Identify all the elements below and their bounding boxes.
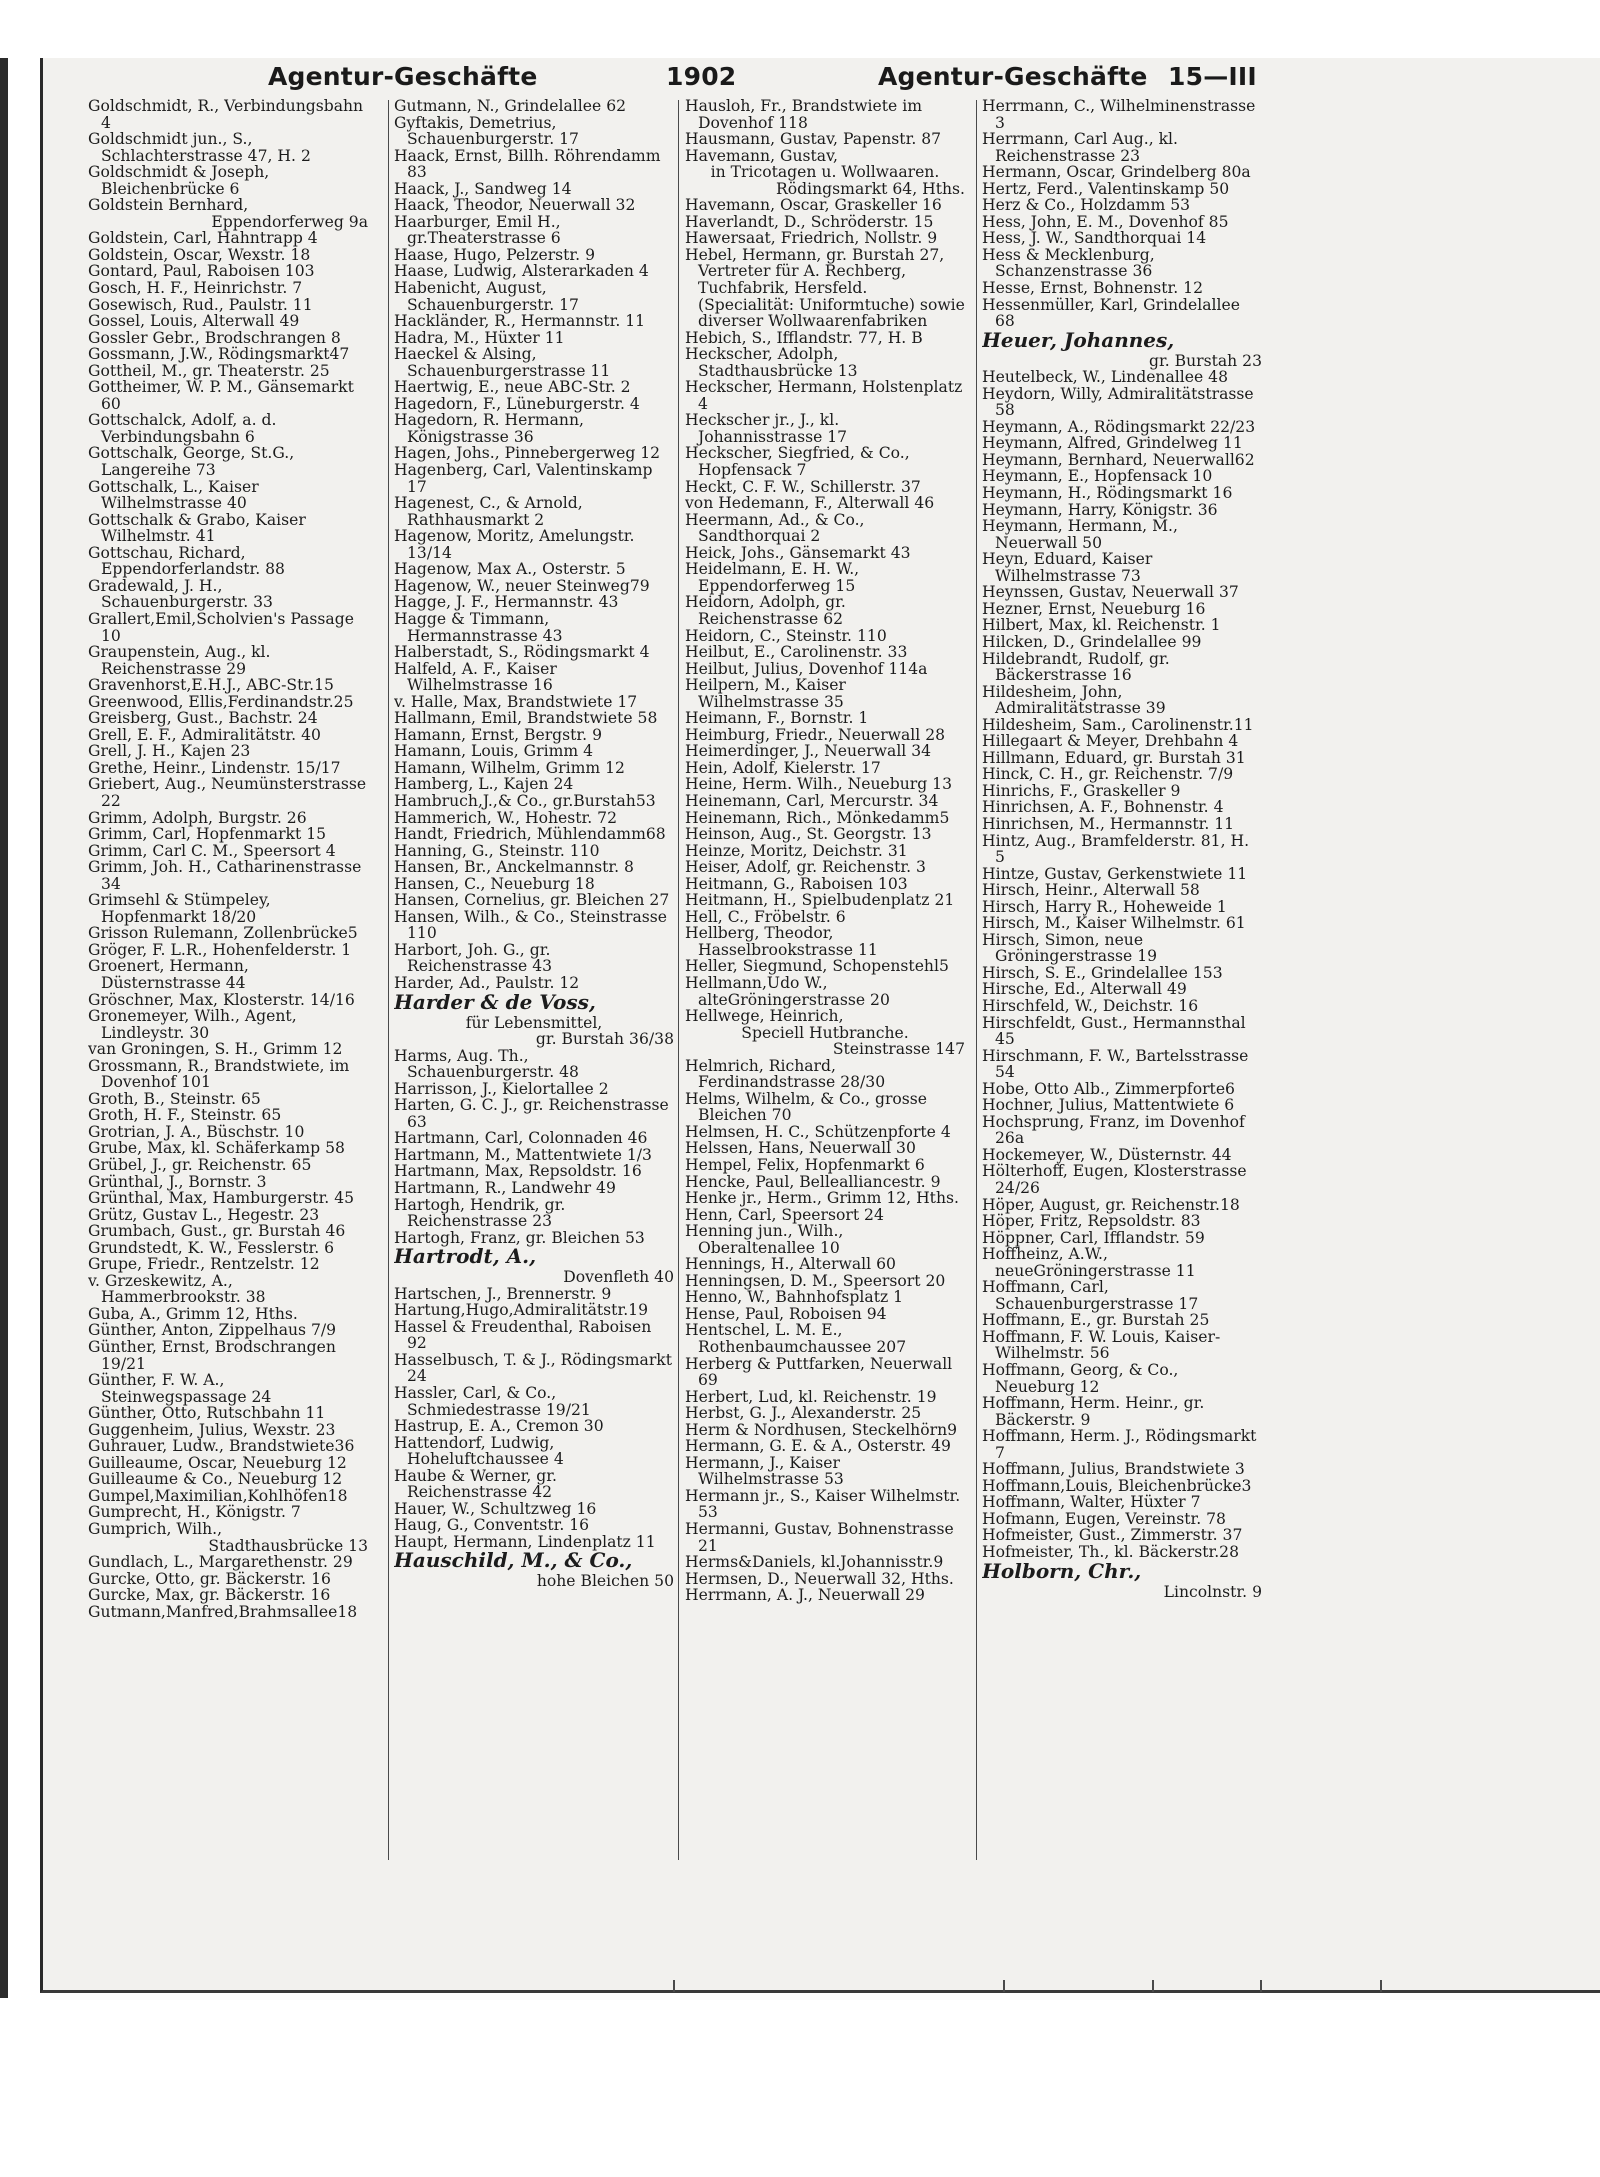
edge-mark [1003,1980,1005,1992]
directory-entry: Günther, Otto, Rutschbahn 11 [88,1404,326,1423]
directory-entry: Heilbut, E., Carolinenstr. 33 [685,643,908,662]
directory-entry: Hellmann,Udo W., alteGröningerstrasse 20 [685,973,890,1009]
directory-entry: Hauer, W., Schultzweg 16 [394,1499,597,1518]
directory-entry: Heitmann, H., Spielbudenplatz 21 [685,891,955,910]
directory-entry: Handt, Friedrich, Mühlendamm68 [394,825,666,844]
directory-entry: Heidelmann, E. H. W., Eppendorferweg 15 [685,560,860,595]
directory-entry: Harder, Ad., Paulstr. 12 [394,973,580,992]
directory-entry: Hezner, Ernst, Neueburg 16 [982,599,1206,618]
directory-entry: Hillegaart & Meyer, Drehbahn 4 [982,732,1239,751]
directory-entry-address: Rödingsmarkt 64, Hths. [776,179,965,198]
directory-entry: Hagen, Johs., Pinnebergerweg 12 [394,444,661,463]
directory-entry: Hofmeister, Gust., Zimmerstr. 37 [982,1526,1243,1545]
directory-entry: Hoffmann, Georg, & Co., Neueburg 12 [982,1361,1179,1396]
directory-entry: Goldschmidt, R., Verbindungsbahn 4 [88,98,364,132]
directory-entry: Gottschalk, George, St.G., Langereihe 73 [88,444,295,480]
directory-entry: Gottschalk & Grabo, Kaiser Wilhelmstr. 41 [88,510,306,546]
directory-entry: Grumbach, Gust., gr. Burstah 46 [88,1222,346,1241]
directory-entry: Hebel, Hermann, gr. Burstah 27, Vertreter für A. Rechberg, Tuchfabrik, Hersfeld. (Specialität: Uniformtuche) sowie diverser Wollwaarenfabriken [685,245,965,331]
directory-entry-address: Steinstrasse 147 [832,1040,965,1059]
directory-entry: Heckt, C. F. W., Schillerstr. 37 [685,477,921,496]
directory-entry: Gottheimer, W. P. M., Gänsemarkt 60 [88,378,354,413]
directory-entry: Hagge & Timmann, Hermannstrasse 43 [394,609,563,645]
directory-column-3 [685,98,965,1858]
directory-entry: Heller, Siegmund, Schopenstehl5 [685,957,949,976]
directory-entry: Hirsch, Simon, neue Gröningerstrasse 19 [982,930,1158,966]
directory-entry: Goldschmidt jun., S., Schlachterstrasse 47, H. 2 [88,130,311,165]
directory-entry: Hochner, Julius, Mattentwiete 6 [982,1096,1235,1115]
directory-entry: Gumprecht, H., Königstr. 7 [88,1503,301,1522]
directory-entry: Goldstein, Carl, Hahntrapp 4 [88,229,318,248]
directory-entry: Hirsche, Ed., Alterwall 49 [982,980,1187,999]
directory-entry: Gottschalck, Adolf, a. d. Verbindungsbahn 6 [88,411,277,446]
directory-entry: Heymann, Hermann, M., Neuerwall 50 [982,517,1178,552]
directory-entry: Hamann, Wilhelm, Grimm 12 [394,758,625,777]
directory-entry-note: in Tricotagen u. Wollwaaren. [710,163,940,182]
directory-entry: Hawersaat, Friedrich, Nollstr. 9 [685,229,938,248]
directory-entry: Hildesheim, Sam., Carolinenstr.11 [982,715,1254,734]
directory-entry: Heymann, A., Rödingsmarkt 22/23 [982,417,1256,436]
edge-mark [1152,1980,1154,1992]
directory-entry-address: Dovenfleth 40 [563,1268,674,1287]
directory-entry: van Groningen, S. H., Grimm 12 [88,1040,343,1059]
directory-entry: Heutelbeck, W., Lindenallee 48 [982,368,1228,387]
directory-entry: Halberstadt, S., Rödingsmarkt 4 [394,643,650,662]
directory-entry: Henning jun., Wilh., Oberaltenallee 10 [685,1222,844,1257]
directory-entry: Hobe, Otto Alb., Zimmerpforte6 [982,1079,1235,1098]
column-rule [678,100,679,1860]
directory-entry: Günther, Ernst, Brodschrangen 19/21 [88,1338,336,1373]
directory-entry: Grupe, Friedr., Rentzelstr. 12 [88,1255,320,1274]
directory-entry: Heinemann, Rich., Mönkedamm5 [685,808,950,827]
directory-entry: Herrmann, A. J., Neuerwall 29 [685,1586,925,1605]
directory-entry: Hentschel, L. M. E., Rothenbaumchaussee 207 [685,1321,907,1357]
directory-entry: Henningsen, D. M., Speersort 20 [685,1271,946,1290]
directory-entry: Hagedorn, R. Hermann, Königstrasse 36 [394,411,584,446]
directory-entry: Heymann, Bernhard, Neuerwall62 [982,450,1255,469]
directory-entry: Hagenest, C., & Arnold, Rathhausmarkt 2 [394,494,583,529]
directory-entry: Harms, Aug. Th., Schauenburgerstr. 48 [394,1046,579,1082]
directory-entry: Hagenberg, Carl, Valentinskamp 17 [394,461,653,496]
directory-entry: Günther, Anton, Zippelhaus 7/9 [88,1321,337,1340]
running-header-right: Agentur-Geschäfte [878,62,1148,91]
directory-entry: Hagge, J. F., Hermannstr. 43 [394,593,619,612]
directory-entry: Hoffmann, Walter, Hüxter 7 [982,1493,1201,1512]
directory-entry: Helms, Wilhelm, & Co., grosse Bleichen 70 [685,1089,928,1125]
directory-entry: Gossler Gebr., Brodschrangen 8 [88,328,341,347]
directory-entry: Höper, August, gr. Reichenstr.18 [982,1195,1240,1214]
directory-entry: Gosch, H. F., Heinrichstr. 7 [88,279,303,298]
directory-entry: Heymann, H., Rödingsmarkt 16 [982,484,1233,503]
directory-entry: Hilbert, Max, kl. Reichenstr. 1 [982,616,1221,635]
directory-entry: Hadra, M., Hüxter 11 [394,328,565,347]
directory-entry: Heymann, Alfred, Grindelweg 11 [982,434,1243,453]
directory-entry: Haarburger, Emil H., gr.Theaterstrasse 6 [394,212,561,248]
directory-entry: Hochsprung, Franz, im Dovenhof 26a [982,1112,1245,1148]
directory-entry: Höper, Fritz, Repsoldstr. 83 [982,1212,1201,1231]
directory-entry: Groth, B., Steinstr. 65 [88,1089,261,1108]
directory-entry: Heick, Johs., Gänsemarkt 43 [685,543,911,562]
directory-entry-bold: Heuer, Johannes, [982,327,1175,352]
directory-entry: Herrmann, C., Wilhelminenstrasse 3 [982,98,1256,132]
directory-entry: Hense, Paul, Roboisen 94 [685,1304,887,1323]
directory-entry: Hansen, Wilh., & Co., Steinstrasse 110 [394,907,667,943]
directory-entry: Gutmann, N., Grindelallee 62 [394,98,627,115]
directory-entry: Hartogh, Hendrik, gr. Reichenstrasse 23 [394,1195,566,1231]
directory-entry: Hamberg, L., Kajen 24 [394,775,574,794]
directory-entry: Hölterhoff, Eugen, Klosterstrasse 24/26 [982,1162,1247,1197]
directory-entry: Henn, Carl, Speersort 24 [685,1205,884,1224]
directory-entry: Grünthal, Max, Hamburgerstr. 45 [88,1189,355,1208]
directory-entry: Gröschner, Max, Klosterstr. 14/16 [88,990,355,1009]
directory-entry: Hirschfeldt, Gust., Hermannsthal 45 [982,1013,1246,1049]
directory-entry-bold: Harder & de Voss, [394,989,596,1014]
directory-entry: v. Grzeskewitz, A., Hammerbrookstr. 38 [88,1271,266,1307]
directory-entry: Hinrichsen, M., Hermannstr. 11 [982,814,1235,833]
column-rule [976,100,977,1860]
directory-entry: Herms&Daniels, kl.Johannisstr.9 [685,1553,944,1572]
directory-entry: Heilbut, Julius, Dovenhof 114a [685,659,928,678]
directory-entry: Hirschfeld, W., Deichstr. 16 [982,996,1199,1015]
directory-entry: Heiser, Adolf, gr. Reichenstr. 3 [685,858,926,877]
directory-entry: Greisberg, Gust., Bachstr. 24 [88,709,318,728]
directory-entry: Griebert, Aug., Neumünsterstrasse 22 [88,775,367,810]
directory-entry: Heckscher, Adolph, Stadthausbrücke 13 [685,345,858,380]
directory-entry: Hermann, J., Kaiser Wilhelmstrasse 53 [685,1453,844,1489]
directory-entry: Gumprich, Wilh., [88,1520,223,1539]
directory-entry: Harrisson, J., Kielortallee 2 [394,1079,609,1098]
directory-entry: Hartmann, M., Mattentwiete 1/3 [394,1145,652,1164]
directory-entry: Hartschen, J., Brennerstr. 9 [394,1284,612,1303]
directory-entry: Herbert, Lud, kl. Reichenstr. 19 [685,1387,937,1406]
directory-entry: Gronemeyer, Wilh., Agent, Lindleystr. 30 [88,1007,297,1042]
directory-entry: Haertwig, E., neue ABC-Str. 2 [394,378,631,397]
directory-entry: Hermanni, Gustav, Bohnenstrasse 21 [685,1520,954,1555]
directory-entry: Hesse, Ernst, Bohnenstr. 12 [982,279,1204,298]
directory-entry: Hess & Mecklenburg, Schanzenstrasse 36 [982,245,1155,281]
directory-entry: Hartmann, R., Landwehr 49 [394,1179,616,1197]
directory-entry: Gundlach, L., Margarethenstr. 29 [88,1553,353,1572]
directory-entry: Hirsch, M., Kaiser Wilhelmstr. 61 [982,914,1246,933]
directory-entry: Hanning, G., Steinstr. 110 [394,841,600,860]
directory-entry: Goldschmidt & Joseph, Bleichenbrücke 6 [88,163,270,198]
directory-entry: Greenwood, Ellis,Ferdinandstr.25 [88,692,354,711]
directory-entry: Grimsehl & Stümpeley, Hopfenmarkt 18/20 [88,891,271,926]
page-number: 15—III [1168,62,1257,91]
directory-entry: Gravenhorst,E.H.J., ABC-Str.15 [88,676,334,695]
directory-entry: Hilcken, D., Grindelallee 99 [982,632,1202,651]
directory-entry: Gottschalk, L., Kaiser Wilhelmstrasse 40 [88,477,259,513]
directory-entry: Hassel & Freudenthal, Raboisen 92 [394,1317,652,1353]
directory-column-2 [394,98,674,1858]
directory-entry: Hamann, Ernst, Bergstr. 9 [394,725,603,744]
directory-entry: Heckscher, Siegfried, & Co., Hopfensack 7 [685,444,910,480]
directory-entry: Havemann, Oscar, Graskeller 16 [685,196,942,215]
directory-entry: Günther, F. W. A., Steinwegspassage 24 [88,1371,272,1406]
directory-entry: Haug, G., Conventstr. 16 [394,1516,590,1535]
directory-entry: Hermann jr., S., Kaiser Wilhelmstr. 53 [685,1486,961,1522]
directory-entry: Grimm, Carl C. M., Speersort 4 [88,841,336,860]
directory-entry: Guba, A., Grimm 12, Hths. [88,1304,298,1323]
directory-entry: Hausloh, Fr., Brandstwiete im Dovenhof 118 [685,98,922,132]
directory-entry: Hinck, C. H., gr. Reichenstr. 7/9 [982,765,1234,784]
directory-entry: Hoffmann, F. W. Louis, Kaiser-Wilhelmstr. 56 [982,1327,1221,1363]
directory-entry: Hartung,Hugo,Admiralitätstr.19 [394,1301,648,1320]
directory-entry: Heermann, Ad., & Co., Sandthorquai 2 [685,510,865,546]
directory-entry: Hellwege, Heinrich, [685,1007,844,1026]
directory-entry-note: für Lebensmittel, [465,1013,603,1032]
directory-entry: Heine, Herm. Wilh., Neueburg 13 [685,775,953,794]
directory-entry: Hinrichsen, A. F., Bohnenstr. 4 [982,798,1224,817]
directory-entry: Hoffmann, Herm. J., Rödingsmarkt 7 [982,1427,1257,1462]
directory-entry: Hessenmüller, Karl, Grindelallee 68 [982,295,1240,331]
directory-entry: Goldstein, Oscar, Wexstr. 18 [88,245,311,264]
directory-entry: Halfeld, A. F., Kaiser Wilhelmstrasse 16 [394,659,557,695]
year-header: 1902 [666,62,737,91]
directory-entry: Helmrich, Richard, Ferdinandstrasse 28/30 [685,1056,886,1092]
directory-entry: Heckscher, Hermann, Holstenplatz 4 [685,378,963,413]
directory-entry: Heinson, Aug., St. Georgstr. 13 [685,825,932,844]
directory-entry: Hein, Adolf, Kielerstr. 17 [685,758,881,777]
directory-entry: Hellberg, Theodor, Hasselbrookstrasse 11 [685,924,878,959]
directory-entry: Hirsch, Harry R., Hoheweide 1 [982,897,1227,916]
directory-entry: Hirsch, S. E., Grindelallee 153 [982,963,1223,982]
directory-entry: Haase, Ludwig, Alsterarkaden 4 [394,262,649,281]
directory-entry: Grimm, Carl, Hopfenmarkt 15 [88,825,327,844]
directory-entry-bold: Hartrodt, A., [394,1244,537,1269]
directory-entry: Höppner, Carl, Ifflandstr. 59 [982,1228,1205,1247]
directory-entry: Gradewald, J. H., Schauenburgerstr. 33 [88,576,273,612]
directory-entry: Grotrian, J. A., Büschstr. 10 [88,1122,305,1141]
directory-entry: Grell, J. H., Kajen 23 [88,742,251,761]
directory-entry: Hofmann, Eugen, Vereinstr. 78 [982,1509,1226,1528]
directory-entry: Helssen, Hans, Neuerwall 30 [685,1139,916,1158]
directory-entry: Heinemann, Carl, Mercurstr. 34 [685,791,939,810]
directory-entry: Gurcke, Otto, gr. Bäckerstr. 16 [88,1569,331,1588]
directory-entry: Hammerich, W., Hohestr. 72 [394,808,618,827]
directory-entry: Herz & Co., Holzdamm 53 [982,196,1191,215]
directory-entry: Heimerdinger, J., Neuerwall 34 [685,742,932,761]
directory-entry: Hagenow, W., neuer Steinweg79 [394,576,650,595]
directory-entry: Heilpern, M., Kaiser Wilhelmstrasse 35 [685,676,846,711]
directory-entry: Hermann, Oscar, Grindelberg 80a [982,163,1251,182]
directory-entry: Hennings, H., Alterwall 60 [685,1255,896,1274]
directory-entry: Heymann, Harry, Königstr. 36 [982,500,1218,519]
directory-entry-address: hohe Bleichen 50 [536,1572,674,1591]
directory-entry: Gottschau, Richard, Eppendorferlandstr. 88 [88,543,285,579]
directory-entry: Hillmann, Eduard, gr. Burstah 31 [982,748,1246,767]
directory-entry: Grube, Max, kl. Schäferkamp 58 [88,1139,345,1158]
directory-entry: Grütz, Gustav L., Hegestr. 23 [88,1205,320,1224]
directory-entry: Hartogh, Franz, gr. Bleichen 53 [394,1228,645,1247]
directory-entry: Heinze, Moritz, Deichstr. 31 [685,841,908,860]
directory-entry: Hastrup, E. A., Cremon 30 [394,1417,604,1436]
directory-entry: Heymann, E., Hopfensack 10 [982,467,1213,486]
edge-mark [673,1980,675,1992]
directory-entry: Hartmann, Carl, Colonnaden 46 [394,1129,648,1148]
directory-entry: Gottheil, M., gr. Theaterstr. 25 [88,361,330,380]
directory-entry: Hermsen, D., Neuerwall 32, Hths. [685,1569,954,1588]
directory-entry: Heidorn, C., Steinstr. 110 [685,626,887,645]
directory-entry: Gyftakis, Demetrius, Schauenburgerstr. 17 [394,113,579,149]
directory-entry: Heyn, Eduard, Kaiser Wilhelmstrasse 73 [982,550,1153,585]
directory-entry: Hagedorn, F., Lüneburgerstr. 4 [394,394,640,413]
directory-entry: Hallmann, Emil, Brandstwiete 58 [394,709,658,728]
directory-entry: Hoffmann, E., gr. Burstah 25 [982,1311,1210,1330]
directory-entry: Gutmann,Manfred,Brahmsallee18 [88,1602,358,1621]
directory-entry: Grossmann, R., Brandstwiete, im Dovenhof 101 [88,1056,350,1092]
directory-entry: Hofmeister, Th., kl. Bäckerstr.28 [982,1543,1240,1562]
directory-entry: Guggenheim, Julius, Wexstr. 23 [88,1420,336,1439]
directory-entry: Habenicht, August, Schauenburgerstr. 17 [394,279,579,314]
directory-entry: Grundstedt, K. W., Fesslerstr. 6 [88,1238,335,1257]
directory-entry: Graupenstein, Aug., kl. Reichenstrasse 29 [88,643,271,678]
directory-entry: Haack, Theodor, Neuerwall 32 [394,196,636,215]
directory-entry: Hoffmann, Herm. Heinr., gr. Bäckerstr. 9 [982,1394,1205,1429]
directory-entry: Herrmann, Carl Aug., kl. Reichenstrasse 23 [982,130,1178,165]
directory-entry: v. Halle, Max, Brandstwiete 17 [394,692,638,711]
directory-entry: Gossmann, J.W., Rödingsmarkt47 [88,345,350,364]
directory-entry: Haack, J., Sandweg 14 [394,179,572,198]
directory-entry: Havemann, Gustav, [685,146,838,165]
directory-entry: Groth, H. F., Steinstr. 65 [88,1106,282,1125]
directory-entry: Herberg & Puttfarken, Neuerwall 69 [685,1354,953,1390]
running-header-left: Agentur-Geschäfte [268,62,538,91]
directory-entry: Hintze, Gustav, Gerkenstwiete 11 [982,864,1248,883]
directory-entry: Guilleaume & Co., Neueburg 12 [88,1470,343,1489]
directory-entry: Heydorn, Willy, Admiralitätstrasse 58 [982,384,1254,420]
directory-entry-bold: Holborn, Chr., [982,1558,1142,1583]
directory-entry: Hess, J. W., Sandthorquai 14 [982,229,1207,248]
directory-entry: Hasselbusch, T. & J., Rödingsmarkt 24 [394,1350,672,1386]
directory-entry: Hell, C., Fröbelstr. 6 [685,907,846,926]
directory-entry: Groenert, Hermann, Düsternstrasse 44 [88,957,249,992]
directory-entry: Hoffmann, Julius, Brandstwiete 3 [982,1460,1245,1479]
directory-entry: Goldstein Bernhard, [88,196,249,215]
directory-entry: von Hedemann, F., Alterwall 46 [685,494,935,513]
directory-entry: Hambruch,J.,& Co., gr.Burstah53 [394,791,656,810]
directory-entry: Heidorn, Adolph, gr. Reichenstrasse 62 [685,593,846,628]
directory-entry: Hirsch, Heinr., Alterwall 58 [982,881,1200,900]
directory-entry-address: gr. Burstah 23 [1148,351,1262,370]
directory-entry: Gossel, Louis, Alterwall 49 [88,312,300,331]
directory-entry: Heitmann, G., Raboisen 103 [685,874,908,893]
directory-entry: Grimm, Adolph, Burgstr. 26 [88,808,307,827]
directory-entry: Grimm, Joh. H., Catharinenstrasse 34 [88,858,362,893]
directory-entry: Haupt, Hermann, Lindenplatz 11 [394,1532,656,1551]
directory-entry: Heynssen, Gustav, Neuerwall 37 [982,583,1239,602]
directory-entry: Heimann, F., Bornstr. 1 [685,709,869,728]
directory-entry: Hausmann, Gustav, Papenstr. 87 [685,130,942,149]
directory-entry: Hansen, Cornelius, gr. Bleichen 27 [394,891,670,910]
directory-entry-address: Lincolnstr. 9 [1163,1582,1262,1601]
directory-entry: Hamann, Louis, Grimm 4 [394,742,594,761]
directory-entry: Hempel, Felix, Hopfenmarkt 6 [685,1156,925,1174]
directory-entry: Heckscher jr., J., kl. Johannisstrasse 17 [685,411,848,446]
edge-mark [1380,1980,1382,1992]
directory-entry: Hassler, Carl, & Co., Schmiedestrasse 19/21 [394,1384,591,1419]
directory-entry: Hintz, Aug., Bramfelderstr. 81, H. 5 [982,831,1250,867]
directory-entry: Grallert,Emil,Scholvien's Passage 10 [88,609,354,645]
directory-entry: Guhrauer, Ludw., Brandstwiete36 [88,1437,355,1456]
directory-entry-address: gr. Burstah 36/38 [535,1030,674,1049]
directory-entry: Hildesheim, John, Admiralitätstrasse 39 [982,682,1166,718]
directory-entry: Grisson Rulemann, Zollenbrücke5 [88,924,358,943]
directory-entry: Guilleaume, Oscar, Neueburg 12 [88,1453,347,1472]
directory-entry: Hackländer, R., Hermannstr. 11 [394,312,646,331]
directory-entry: Grell, E. F., Admiralitätstr. 40 [88,725,321,744]
directory-entry: Hencke, Paul, Bellealliancestr. 9 [685,1172,941,1191]
directory-entry: Hansen, C., Neueburg 18 [394,874,595,893]
directory-entry: Hinrichs, F., Graskeller 9 [982,781,1181,800]
edge-mark [1260,1980,1262,1992]
directory-entry: Herbst, G. J., Alexanderstr. 25 [685,1404,922,1423]
directory-entry: Hartmann, Max, Repsoldstr. 16 [394,1162,642,1181]
directory-entry: Henno, W., Bahnhofsplatz 1 [685,1288,904,1307]
directory-column-1 [88,98,368,1858]
directory-entry: Harbort, Joh. G., gr. Reichenstrasse 43 [394,940,553,976]
directory-entry-address: Stadthausbrücke 13 [208,1536,368,1555]
directory-entry: Haase, Hugo, Pelzerstr. 9 [394,245,596,264]
directory-column-4 [982,98,1262,1858]
directory-entry: Hertz, Ferd., Valentinskamp 50 [982,179,1230,198]
directory-entry: Haverlandt, D., Schröderstr. 15 [685,212,934,231]
directory-entry: Herm & Nordhusen, Steckelhörn9 [685,1420,958,1439]
directory-entry: Hoffmann,Louis, Bleichenbrücke3 [982,1476,1252,1495]
directory-entry: Hoffheinz, A.W., neueGröningerstrasse 11 [982,1245,1196,1280]
directory-entry: Hildebrandt, Rudolf, gr. Bäckerstrasse 16 [982,649,1170,685]
directory-entry: Gosewisch, Rud., Paulstr. 11 [88,295,313,314]
directory-entry: Haeckel & Alsing, Schauenburgerstrasse 11 [394,345,611,380]
directory-entry: Hermann, G. E. & A., Osterstr. 49 [685,1437,951,1456]
directory-entry: Gontard, Paul, Raboisen 103 [88,262,315,281]
directory-entry-bold: Hauschild, M., & Co., [394,1548,633,1573]
directory-entry: Helmsen, H. C., Schützenpforte 4 [685,1122,951,1141]
directory-entry: Gröger, F. L.R., Hohenfelderstr. 1 [88,940,352,959]
directory-entry: Harten, G. C. J., gr. Reichenstrasse 63 [394,1096,669,1131]
directory-entry: Hoffmann, Carl, Schauenburgerstrasse 17 [982,1278,1199,1313]
directory-entry: Hagenow, Moritz, Amelungstr. 13/14 [394,527,635,562]
directory-entry-address: Eppendorferweg 9a [211,212,368,231]
directory-entry: Grübel, J., gr. Reichenstr. 65 [88,1156,312,1174]
directory-entry: Grethe, Heinr., Lindenstr. 15/17 [88,758,341,777]
directory-entry: Hagenow, Max A., Osterstr. 5 [394,560,626,579]
directory-entry: Grünthal, J., Bornstr. 3 [88,1172,267,1191]
directory-entry: Hansen, Br., Anckelmannstr. 8 [394,858,634,877]
directory-entry: Gurcke, Max, gr. Bäckerstr. 16 [88,1586,331,1605]
directory-entry: Hebich, S., Ifflandstr. 77, H. B [685,328,923,347]
directory-entry: Haack, Ernst, Billh. Röhrendamm 83 [394,146,661,182]
directory-entry: Hirschmann, F. W., Bartelsstrasse 54 [982,1046,1249,1082]
directory-entry: Hockemeyer, W., Düsternstr. 44 [982,1145,1232,1164]
directory-entry: Gumpel,Maximilian,Kohlhöfen18 [88,1486,348,1505]
directory-entry: Henke jr., Herm., Grimm 12, Hths. [685,1189,959,1208]
directory-entry: Hess, John, E. M., Dovenhof 85 [982,212,1229,231]
directory-entry: Hattendorf, Ludwig, Hoheluftchaussee 4 [394,1433,564,1469]
column-rule [388,100,389,1860]
directory-entry-note: Speciell Hutbranche. [741,1023,909,1042]
directory-entry: Heimburg, Friedr., Neuerwall 28 [685,725,946,744]
directory-entry: Haube & Werner, gr. Reichenstrasse 42 [394,1466,557,1502]
